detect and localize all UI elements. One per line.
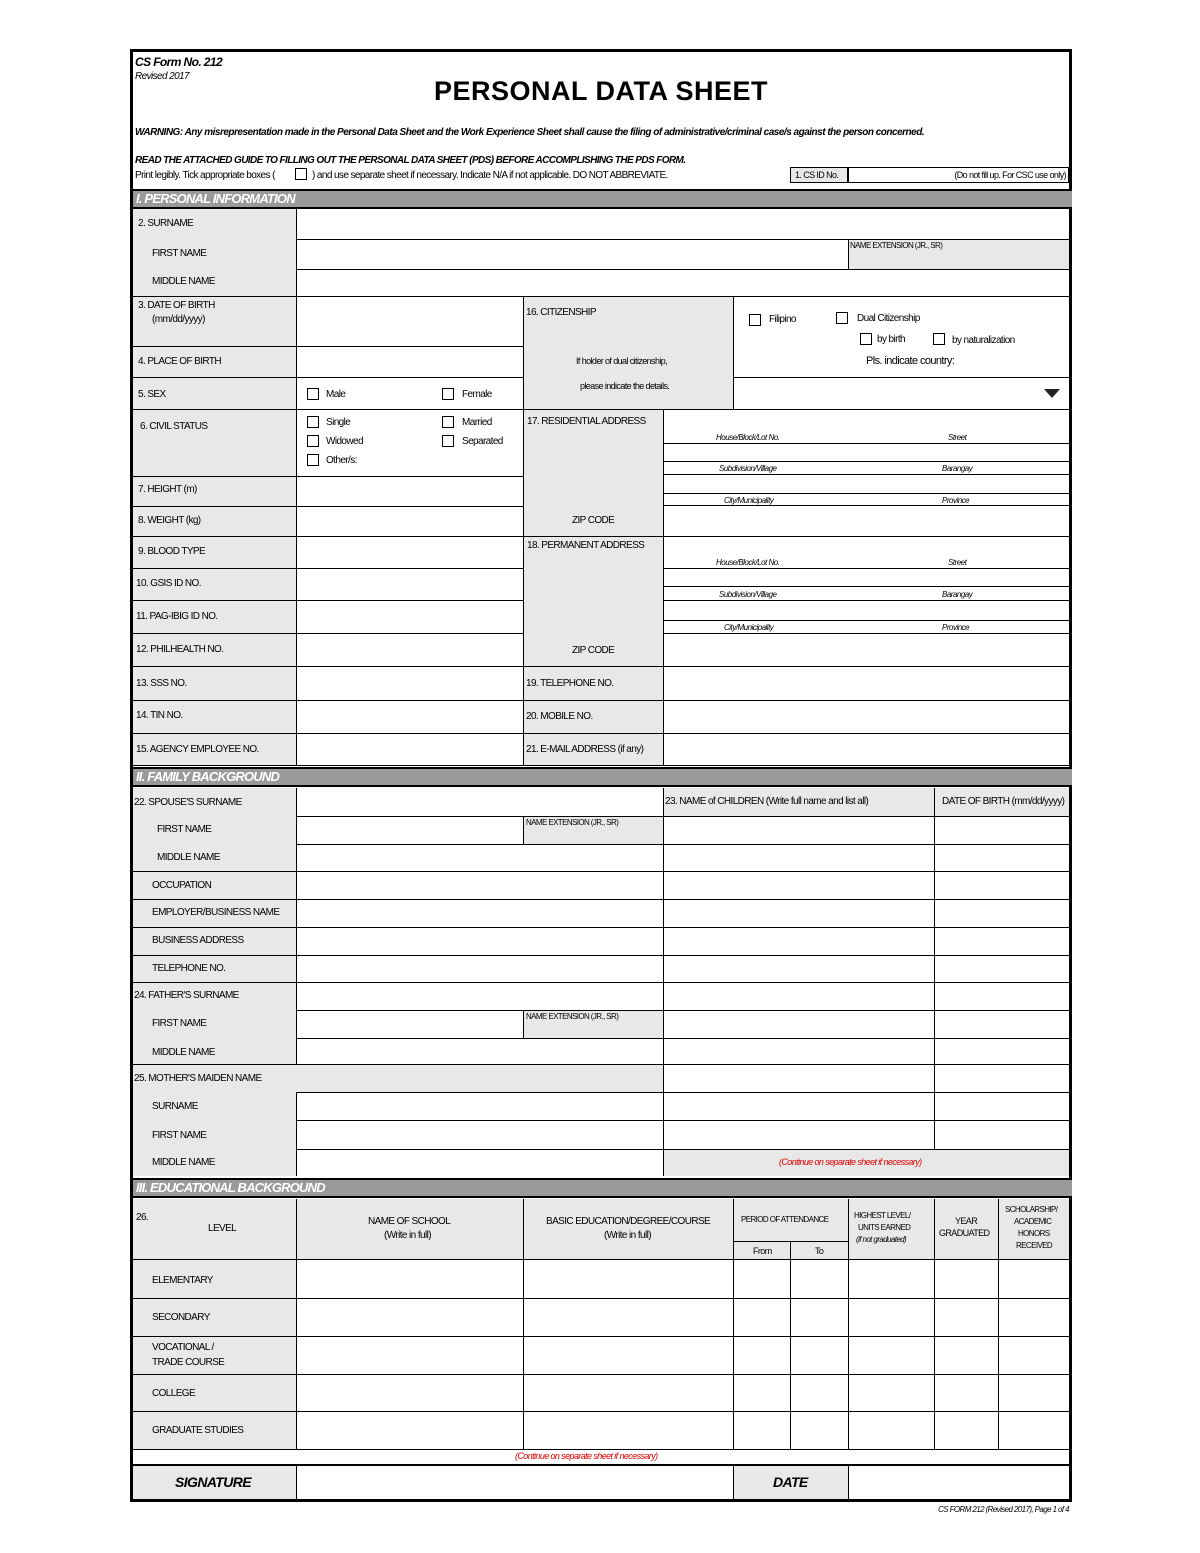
- male-checkbox[interactable]: [307, 388, 319, 400]
- mother-surname-label: SURNAME: [152, 1101, 198, 1112]
- education-header-row: [133, 1199, 1069, 1259]
- dual-citizenship-checkbox[interactable]: [836, 312, 848, 324]
- highest-header-b: UNITS EARNED: [858, 1223, 911, 1232]
- res-city-sublabel: City/Municipality: [724, 496, 774, 505]
- pob-label: 4. PLACE OF BIRTH: [138, 356, 221, 367]
- email-label: 21. E-MAIL ADDRESS (if any): [526, 744, 644, 755]
- form-number: CS Form No. 212: [135, 55, 223, 69]
- permanent-address-label: 18. PERMANENT ADDRESS: [527, 540, 645, 551]
- csid-label-box: 1. CS ID No.: [790, 167, 848, 183]
- separated-label: Separated: [462, 436, 503, 447]
- signature-label: SIGNATURE: [175, 1474, 252, 1490]
- mother-middle-name-label: MIDDLE NAME: [152, 1157, 215, 1168]
- single-label: Single: [326, 417, 351, 428]
- print-instruction-b: ) and use separate sheet if necessary. Indicate N/A if not applicable. DO NOT ABBREVIATE.: [312, 170, 668, 181]
- civil-status-label: 6. CIVIL STATUS: [140, 421, 208, 432]
- weight-label: 8. WEIGHT (kg): [138, 515, 201, 526]
- family-continue-note: (Continue on separate sheet if necessary): [779, 1157, 922, 1167]
- mother-maiden-label: 25. MOTHER'S MAIDEN NAME: [134, 1073, 262, 1084]
- indicate-country-label: Pls. indicate country:: [866, 355, 955, 367]
- graduate-studies-label: GRADUATE STUDIES: [152, 1425, 244, 1436]
- by-birth-checkbox[interactable]: [860, 333, 872, 345]
- surname-label: 2. SURNAME: [138, 218, 194, 229]
- level-header: LEVEL: [208, 1223, 237, 1234]
- male-label: Male: [326, 389, 346, 400]
- to-header: To: [815, 1246, 824, 1256]
- dob-label: 3. DATE OF BIRTH: [138, 300, 215, 311]
- by-naturalization-label: by naturalization: [952, 335, 1015, 346]
- filipino-label: Filipino: [769, 314, 796, 325]
- pagibig-label: 11. PAG-IBIG ID NO.: [136, 611, 218, 622]
- vocational-label-a: VOCATIONAL /: [152, 1342, 214, 1353]
- school-header: NAME OF SCHOOL: [368, 1216, 451, 1227]
- education-item-number: 26.: [136, 1212, 149, 1223]
- widowed-checkbox[interactable]: [307, 435, 319, 447]
- married-checkbox[interactable]: [442, 416, 454, 428]
- education-continue-note: (Continue on separate sheet if necessary): [515, 1451, 658, 1461]
- country-dropdown-icon[interactable]: [1044, 389, 1060, 398]
- college-label: COLLEGE: [152, 1388, 196, 1399]
- widowed-label: Widowed: [326, 436, 363, 447]
- date-field[interactable]: [849, 1466, 1069, 1499]
- period-header: PERIOD OF ATTENDANCE: [741, 1215, 829, 1224]
- vocational-label-b: TRADE COURSE: [152, 1357, 225, 1368]
- dual-note-b: please indicate the details.: [580, 381, 670, 391]
- spouse-middle-name-label: MIDDLE NAME: [157, 852, 220, 863]
- res-street-sublabel: Street: [948, 433, 967, 442]
- dob-format-label: (mm/dd/yyyy): [152, 314, 205, 325]
- sss-label: 13. SSS NO.: [136, 678, 187, 689]
- scholarship-header-d: RECEIVED: [1016, 1241, 1053, 1250]
- employer-label: EMPLOYER/BUSINESS NAME: [152, 907, 280, 918]
- secondary-label: SECONDARY: [152, 1312, 210, 1323]
- blood-type-label: 9. BLOOD TYPE: [138, 546, 206, 557]
- dual-citizenship-label: Dual Citizenship: [857, 313, 920, 324]
- perm-house-sublabel: House/Block/Lot No.: [716, 558, 780, 567]
- perm-province-sublabel: Province: [942, 623, 970, 632]
- height-label: 7. HEIGHT (m): [138, 484, 197, 495]
- telephone-label: 19. TELEPHONE NO.: [526, 678, 614, 689]
- father-name-ext-label: NAME EXTENSION (JR., SR): [526, 1012, 619, 1021]
- highest-header-c: (if not graduated): [856, 1235, 907, 1244]
- separated-checkbox[interactable]: [442, 435, 454, 447]
- name-extension-label: NAME EXTENSION (JR., SR): [850, 241, 943, 250]
- scholarship-header-b: ACADEMIC: [1014, 1217, 1052, 1226]
- residential-zipcode-label: ZIP CODE: [572, 515, 615, 526]
- first-name-label: FIRST NAME: [152, 248, 207, 259]
- female-label: Female: [462, 389, 492, 400]
- scholarship-header-c: HONORS: [1018, 1229, 1050, 1238]
- mother-first-name-label: FIRST NAME: [152, 1130, 207, 1141]
- res-province-sublabel: Province: [942, 496, 970, 505]
- permanent-zipcode-label: ZIP CODE: [572, 645, 615, 656]
- spouse-surname-label: 22. SPOUSE'S SURNAME: [134, 797, 242, 808]
- year-header: YEAR: [955, 1216, 978, 1226]
- philhealth-label: 12. PHILHEALTH NO.: [136, 644, 224, 655]
- graduated-header: GRADUATED: [939, 1228, 990, 1238]
- res-house-sublabel: House/Block/Lot No.: [716, 433, 780, 442]
- middle-name-label: MIDDLE NAME: [152, 276, 215, 287]
- school-header-note: (Write in full): [384, 1230, 431, 1241]
- from-header: From: [753, 1246, 772, 1256]
- tin-label: 14. TIN NO.: [136, 710, 183, 721]
- spouse-name-ext-label: NAME EXTENSION (JR., SR): [526, 818, 619, 827]
- course-header-note: (Write in full): [604, 1230, 651, 1241]
- warning-text: WARNING: Any misrepresentation made in the Personal Data Sheet and the Work Experience Sheet shall cause the filing of administrative/criminal case/s against the person concerned.: [135, 127, 925, 138]
- guide-text: READ THE ATTACHED GUIDE TO FILLING OUT THE PERSONAL DATA SHEET (PDS) BEFORE ACCOMPLISHING THE PDS FORM.: [135, 155, 686, 166]
- spouse-telephone-label: TELEPHONE NO.: [152, 963, 226, 974]
- by-birth-label: by birth: [877, 334, 905, 345]
- others-checkbox[interactable]: [307, 454, 319, 466]
- mobile-label: 20. MOBILE NO.: [526, 711, 593, 722]
- spouse-first-name-label: FIRST NAME: [157, 824, 212, 835]
- perm-city-sublabel: City/Municipality: [724, 623, 774, 632]
- education-level-column: [133, 1259, 296, 1449]
- agency-employee-label: 15. AGENCY EMPLOYEE NO.: [136, 744, 259, 755]
- mother-maiden-header: [296, 1064, 663, 1092]
- csid-field: (Do not fill up. For CSC use only): [848, 167, 1069, 183]
- filipino-checkbox[interactable]: [749, 314, 761, 326]
- dual-note-a: If holder of dual citizenship,: [576, 356, 668, 366]
- section-educational-background: III. EDUCATIONAL BACKGROUND: [133, 1178, 1072, 1198]
- occupation-label: OCCUPATION: [152, 880, 212, 891]
- page-title: PERSONAL DATA SHEET: [433, 76, 769, 106]
- section-family-background: II. FAMILY BACKGROUND: [133, 767, 1072, 787]
- single-checkbox[interactable]: [307, 416, 319, 428]
- perm-street-sublabel: Street: [948, 558, 967, 567]
- father-surname-label: 24. FATHER'S SURNAME: [134, 990, 239, 1001]
- res-subdivision-sublabel: Subdivision/Village: [719, 464, 777, 473]
- child-dob-label: DATE OF BIRTH (mm/dd/yyyy): [942, 796, 1065, 807]
- perm-subdivision-sublabel: Subdivision/Village: [719, 590, 777, 599]
- section-personal-information: I. PERSONAL INFORMATION: [133, 189, 1072, 209]
- father-first-name-label: FIRST NAME: [152, 1018, 207, 1029]
- father-middle-name-label: MIDDLE NAME: [152, 1047, 215, 1058]
- course-header: BASIC EDUCATION/DEGREE/COURSE: [546, 1216, 711, 1227]
- citizenship-label: 16. CITIZENSHIP: [526, 307, 596, 318]
- children-label: 23. NAME of CHILDREN (Write full name and list all): [665, 796, 869, 807]
- print-instruction-a: Print legibly. Tick appropriate boxes (: [135, 170, 275, 181]
- form-revised: Revised 2017: [135, 71, 189, 82]
- highest-header-a: HIGHEST LEVEL/: [854, 1211, 911, 1220]
- perm-barangay-sublabel: Barangay: [942, 590, 973, 599]
- married-label: Married: [462, 417, 492, 428]
- gsis-label: 10. GSIS ID NO.: [136, 578, 201, 589]
- res-barangay-sublabel: Barangay: [942, 464, 973, 473]
- sex-label: 5. SEX: [138, 389, 166, 400]
- by-naturalization-checkbox[interactable]: [933, 333, 945, 345]
- female-checkbox[interactable]: [442, 388, 454, 400]
- sample-checkbox: [295, 168, 307, 180]
- scholarship-header-a: SCHOLARSHIP/: [1005, 1205, 1058, 1214]
- business-address-label: BUSINESS ADDRESS: [152, 935, 244, 946]
- signature-field[interactable]: [297, 1466, 733, 1499]
- date-label: DATE: [773, 1474, 808, 1490]
- residential-address-label: 17. RESIDENTIAL ADDRESS: [527, 416, 646, 427]
- page-footer: CS FORM 212 (Revised 2017), Page 1 of 4: [938, 1505, 1069, 1514]
- elementary-label: ELEMENTARY: [152, 1275, 213, 1286]
- others-label: Other/s:: [326, 455, 357, 466]
